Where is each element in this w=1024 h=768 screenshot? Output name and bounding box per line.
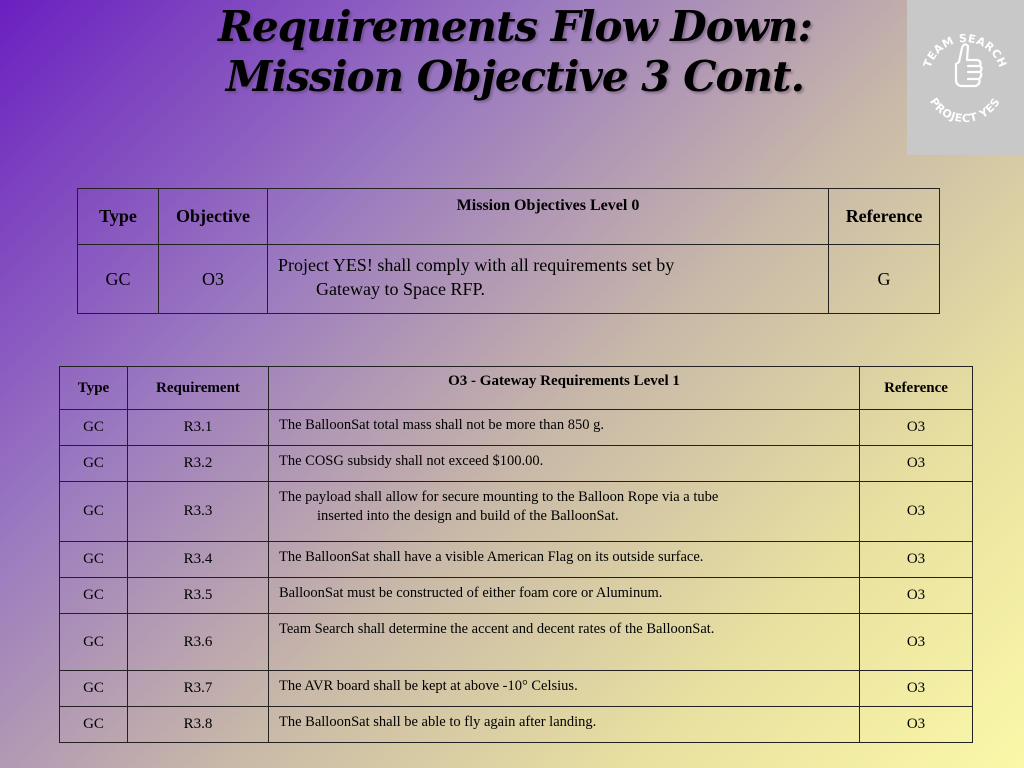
cell-reference: O3 [860,707,973,743]
table-header-row [78,189,940,245]
cell-reference: O3 [860,614,973,671]
mission-objectives-table [77,188,940,314]
table-row [60,446,973,482]
description-line-1: The AVR board shall be kept at above -10° Celsius. [279,678,578,694]
description-line-1: The BalloonSat shall be able to fly again after landing. [279,714,597,730]
header-mission-objectives-level: Mission Objectives Level 0 [268,189,829,245]
cell-type: GC [60,542,128,578]
svg-text:PROJECT YES [927,95,1003,125]
description-line-1: Project YES! shall comply with all requirements set by [278,255,675,275]
description-line-1: BalloonSat must be constructed of either foam core or Aluminum. [279,585,663,601]
cell-description [269,578,860,614]
cell-reference: G [829,245,940,314]
header-requirement: Requirement [128,367,269,410]
table-row [60,410,973,446]
description-line-1: Team Search shall determine the accent and decent rates of the BalloonSat. [279,621,715,637]
description-line-2: inserted into the design and build of the BalloonSat. [317,508,619,524]
logo-bottom-text: PROJECT YES [927,95,1003,126]
cell-description [269,542,860,578]
cell-description [269,671,860,707]
table-row [60,542,973,578]
cell-requirement-id: R3.7 [128,671,269,707]
header-reference: Reference [860,367,973,410]
header-objective: Objective [159,189,268,245]
table-row [60,614,973,671]
page-title [120,2,910,102]
cell-requirement-id: R3.3 [128,482,269,542]
cell-description [269,446,860,482]
description-line-1: The BalloonSat shall have a visible American Flag on its outside surface. [279,549,704,565]
header-type: Type [78,189,159,245]
cell-reference: O3 [860,578,973,614]
table-row [60,578,973,614]
cell-requirement-id: R3.8 [128,707,269,743]
table-row [60,482,973,542]
header-reference: Reference [829,189,940,245]
header-requirements-level: O3 - Gateway Requirements Level 1 [269,367,860,410]
cell-type: GC [60,482,128,542]
description-line-1: The BalloonSat total mass shall not be more than 850 g. [279,417,604,433]
cell-reference: O3 [860,410,973,446]
table-row [60,707,973,743]
description-line-1: The COSG subsidy shall not exceed $100.00. [279,453,544,469]
cell-type: GC [60,707,128,743]
cell-reference: O3 [860,671,973,707]
title-line-2: Mission Objective 3 Cont. [225,52,805,101]
logo-top-text: TEAM SEARCH [920,31,1010,70]
gateway-requirements-table [59,366,973,743]
cell-reference: O3 [860,482,973,542]
description-line-1: The payload shall allow for secure mounting to the Balloon Rope via a tube [279,489,719,505]
cell-description [269,410,860,446]
cell-reference: O3 [860,542,973,578]
description-line-2: Gateway to Space RFP. [316,279,485,299]
cell-reference: O3 [860,446,973,482]
thumbs-up-icon [907,0,1024,155]
cell-description [269,482,860,542]
cell-type: GC [78,245,159,314]
cell-requirement-id: R3.5 [128,578,269,614]
cell-type: GC [60,614,128,671]
cell-type: GC [60,446,128,482]
table-row [78,245,940,314]
title-line-1: Requirements Flow Down: [218,2,812,51]
cell-requirement-id: R3.2 [128,446,269,482]
cell-requirement-id: R3.4 [128,542,269,578]
cell-requirement-id: R3.1 [128,410,269,446]
cell-type: GC [60,671,128,707]
cell-type: GC [60,578,128,614]
cell-requirement-id: R3.6 [128,614,269,671]
cell-description [269,707,860,743]
table-row [60,671,973,707]
cell-type: GC [60,410,128,446]
cell-description [269,614,860,671]
svg-text:TEAM SEARCH [921,32,1009,70]
team-search-logo [907,0,1024,155]
table-header-row [60,367,973,410]
cell-objective: O3 [159,245,268,314]
header-type: Type [60,367,128,410]
cell-description [268,245,829,314]
